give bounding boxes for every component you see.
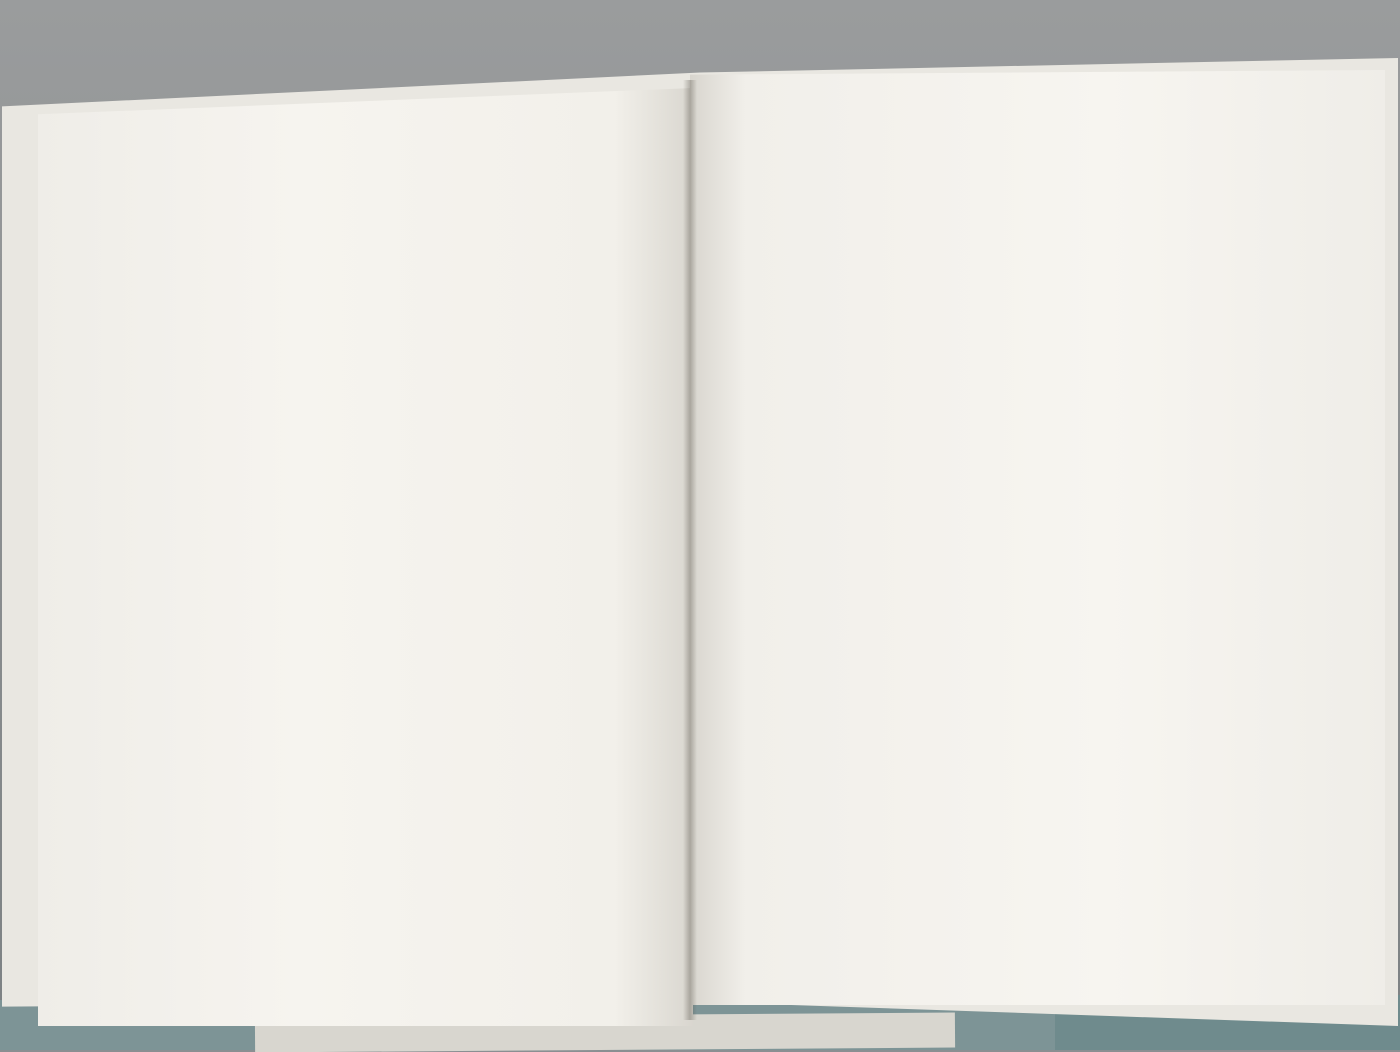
left-page: [38, 88, 693, 1026]
book-spine: [683, 80, 697, 1020]
right-page: [690, 70, 1385, 1005]
